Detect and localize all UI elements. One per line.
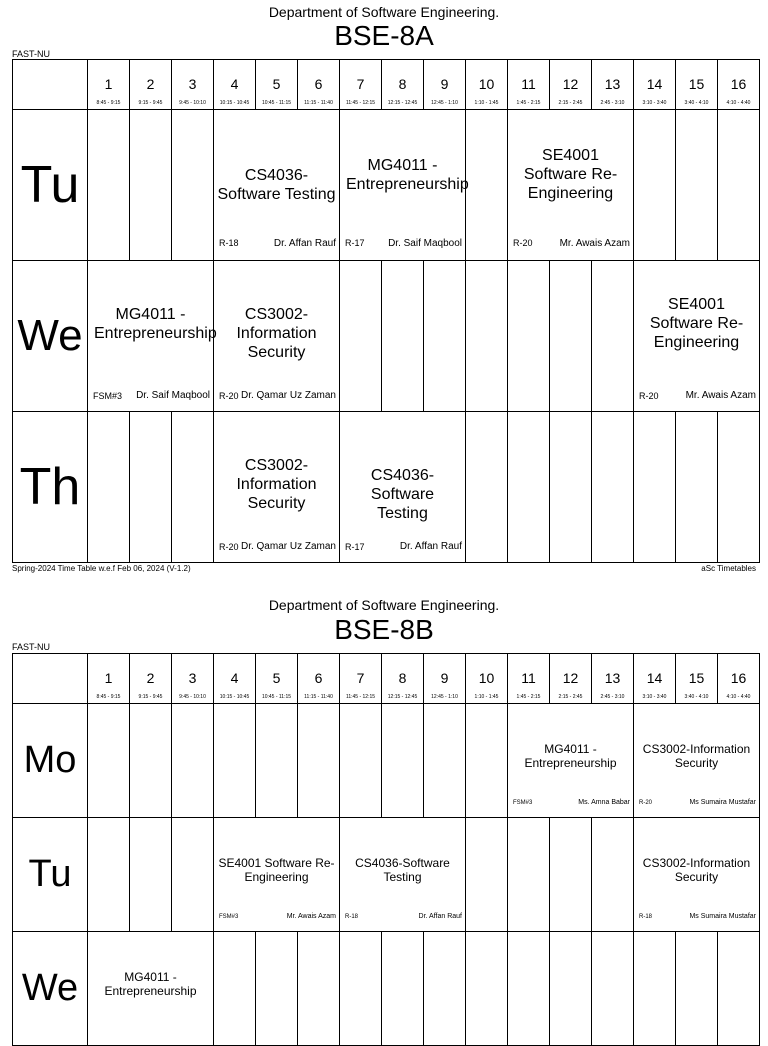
lesson-room: R-18 [345, 914, 359, 920]
lesson-room: R-20 [639, 800, 653, 806]
lesson-card[interactable] [508, 704, 634, 818]
period-header: 12 2:15 - 2:45 [550, 60, 592, 110]
period-header: 5 10:45 - 11:15 [256, 654, 298, 704]
empty-slot [466, 412, 508, 563]
period-header-row [13, 60, 760, 110]
lesson-card[interactable] [340, 818, 466, 932]
lesson-room: FSM#3 [513, 800, 533, 806]
period-header-row [13, 654, 760, 704]
empty-slot [550, 261, 592, 412]
empty-slot [592, 818, 634, 932]
period-header: 13 2:45 - 3:10 [592, 654, 634, 704]
day-row-th [13, 412, 760, 563]
empty-slot [214, 704, 256, 818]
day-label: Th [13, 412, 88, 563]
period-header: 5 10:45 - 11:15 [256, 60, 298, 110]
lesson-teacher: Mr. Awais Azam [286, 913, 336, 920]
lesson-subject: SE4001 Software Re-Engineering [218, 856, 335, 885]
footer-version: Spring-2024 Time Table w.e.f Feb 06, 2024 (V-1.2) [12, 564, 191, 573]
empty-slot [382, 932, 424, 1046]
lesson-card[interactable] [634, 261, 760, 412]
lesson-subject: MG4011 - Entrepreneurship [346, 157, 469, 194]
empty-slot [466, 261, 508, 412]
empty-slot [676, 932, 718, 1046]
corner-cell [13, 654, 88, 704]
day-row-mo [13, 704, 760, 818]
period-header: 10 1:10 - 1:45 [466, 654, 508, 704]
empty-slot [550, 932, 592, 1046]
empty-slot [508, 932, 550, 1046]
lesson-teacher: Dr. Affan Rauf [418, 913, 462, 920]
period-header: 9 12:45 - 1:10 [424, 654, 466, 704]
lesson-teacher: Mr. Awais Azam [685, 390, 756, 401]
day-row-tu [13, 110, 760, 261]
department-heading-a: Department of Software Engineering. [268, 4, 500, 20]
empty-slot [424, 704, 466, 818]
period-header: 12 2:15 - 2:45 [550, 654, 592, 704]
day-row-tu [13, 818, 760, 932]
class-title-b: BSE-8B [334, 614, 434, 645]
lesson-teacher: Dr. Saif Maqbool [136, 390, 210, 401]
period-header: 8 12:15 - 12:45 [382, 654, 424, 704]
empty-slot [634, 932, 676, 1046]
period-header: 6 11:15 - 11:40 [298, 654, 340, 704]
empty-slot [256, 932, 298, 1046]
empty-slot [88, 110, 130, 261]
empty-slot [340, 932, 382, 1046]
empty-slot [88, 704, 130, 818]
period-header: 15 3:40 - 4:10 [676, 60, 718, 110]
day-row-we [13, 261, 760, 412]
lesson-room: R-20 [513, 238, 533, 248]
lesson-card[interactable] [508, 110, 634, 261]
empty-slot [466, 704, 508, 818]
day-label: We [13, 261, 88, 412]
lesson-subject: SE4001 Software Re-Engineering [523, 147, 618, 203]
lesson-card[interactable] [88, 932, 214, 1046]
lesson-card[interactable] [214, 261, 340, 412]
empty-slot [298, 704, 340, 818]
empty-slot [718, 110, 760, 261]
lesson-subject: CS4036-Software Testing [217, 167, 336, 204]
empty-slot [382, 704, 424, 818]
period-header: 14 3:10 - 3:40 [634, 654, 676, 704]
day-row-we [13, 932, 760, 1046]
lesson-teacher: Dr. Affan Rauf [273, 238, 336, 249]
empty-slot [592, 261, 634, 412]
empty-slot [424, 261, 466, 412]
period-header: 1 8:45 - 9:15 [88, 60, 130, 110]
day-label: Mo [13, 704, 88, 818]
empty-slot [340, 704, 382, 818]
empty-slot [340, 261, 382, 412]
period-header: 16 4:10 - 4:40 [718, 60, 760, 110]
period-header: 3 9:45 - 10:10 [172, 654, 214, 704]
empty-slot [130, 704, 172, 818]
period-header: 2 9:15 - 9:45 [130, 654, 172, 704]
class-title-a: BSE-8A [334, 20, 434, 51]
empty-slot [172, 110, 214, 261]
empty-slot [718, 412, 760, 563]
lesson-room: FSM#3 [93, 391, 123, 401]
empty-slot [424, 932, 466, 1046]
org-label-b: FAST-NU [12, 642, 51, 652]
period-header: 3 9:45 - 10:10 [172, 60, 214, 110]
lesson-teacher: Dr. Qamar Uz Zaman [240, 390, 336, 401]
period-header: 16 4:10 - 4:40 [718, 654, 760, 704]
footer-credit: aSc Timetables [701, 564, 756, 573]
lesson-subject: CS3002-Information Security [642, 742, 751, 771]
period-header: 9 12:45 - 1:10 [424, 60, 466, 110]
lesson-teacher: Dr. Qamar Uz Zaman [240, 541, 336, 552]
period-header: 10 1:10 - 1:45 [466, 60, 508, 110]
empty-slot [508, 818, 550, 932]
lesson-teacher: Ms Sumaira Mustafar [689, 913, 756, 920]
lesson-card[interactable] [214, 818, 340, 932]
lesson-teacher: Ms. Amna Babar [578, 799, 630, 806]
org-label-a: FAST-NU [12, 49, 51, 59]
period-header: 11 1:45 - 2:15 [508, 654, 550, 704]
empty-slot [382, 261, 424, 412]
lesson-card[interactable] [88, 261, 217, 412]
lesson-teacher: Dr. Affan Rauf [399, 541, 462, 552]
empty-slot [466, 110, 508, 261]
lesson-subject: MG4011 - Entrepreneurship [94, 306, 217, 343]
lesson-subject: CS3002-Information Security [642, 856, 751, 885]
corner-cell [13, 60, 88, 110]
period-header: 4 10:15 - 10:45 [214, 654, 256, 704]
lesson-room: R-18 [219, 238, 239, 248]
lesson-card[interactable] [340, 110, 469, 261]
day-label: Tu [13, 110, 88, 261]
empty-slot [550, 412, 592, 563]
lesson-room: R-18 [639, 914, 653, 920]
empty-slot [214, 932, 256, 1046]
lesson-teacher: Dr. Saif Maqbool [388, 238, 462, 249]
period-header: 4 10:15 - 10:45 [214, 60, 256, 110]
lesson-card[interactable] [634, 704, 760, 818]
empty-slot [676, 412, 718, 563]
period-header: 1 8:45 - 9:15 [88, 654, 130, 704]
lesson-room: R-20 [219, 391, 239, 401]
empty-slot [466, 932, 508, 1046]
lesson-subject: CS3002-Information Security [236, 306, 317, 362]
period-header: 13 2:45 - 3:10 [592, 60, 634, 110]
empty-slot [172, 704, 214, 818]
lesson-subject: CS3002-Information Security [236, 457, 317, 513]
timetable-grid-b [12, 653, 760, 1046]
empty-slot [508, 261, 550, 412]
empty-slot [130, 110, 172, 261]
empty-slot [466, 818, 508, 932]
lesson-card[interactable] [214, 412, 340, 563]
lesson-subject: SE4001 Software Re-Engineering [649, 296, 744, 352]
empty-slot [634, 412, 676, 563]
empty-slot [550, 818, 592, 932]
empty-slot [172, 818, 214, 932]
day-label: Tu [13, 818, 88, 932]
period-header: 11 1:45 - 2:15 [508, 60, 550, 110]
empty-slot [676, 110, 718, 261]
lesson-card[interactable] [634, 818, 760, 932]
empty-slot [298, 932, 340, 1046]
lesson-subject: CS4036-Software Testing [355, 856, 450, 885]
lesson-room: R-20 [639, 391, 659, 401]
lesson-subject: MG4011 - Entrepreneurship [104, 970, 197, 999]
empty-slot [88, 412, 130, 563]
lesson-subject: CS4036-Software Testing [370, 467, 435, 523]
lesson-room: R-17 [345, 542, 365, 552]
empty-slot [592, 412, 634, 563]
empty-slot [718, 932, 760, 1046]
empty-slot [592, 932, 634, 1046]
empty-slot [634, 110, 676, 261]
empty-slot [130, 818, 172, 932]
lesson-room: FSM#3 [219, 914, 239, 920]
period-header: 15 3:40 - 4:10 [676, 654, 718, 704]
day-label: We [13, 932, 88, 1046]
lesson-card[interactable] [340, 412, 466, 563]
lesson-subject: MG4011 - Entrepreneurship [524, 742, 617, 771]
period-header: 6 11:15 - 11:40 [298, 60, 340, 110]
lesson-teacher: Mr. Awais Azam [559, 238, 630, 249]
period-header: 14 3:10 - 3:40 [634, 60, 676, 110]
lesson-card[interactable] [214, 110, 340, 261]
timetable-grid-a [12, 59, 760, 563]
empty-slot [172, 412, 214, 563]
department-heading-b: Department of Software Engineering. [268, 597, 500, 613]
period-header: 7 11:45 - 12:15 [340, 60, 382, 110]
empty-slot [130, 412, 172, 563]
lesson-room: R-17 [345, 238, 365, 248]
period-header: 8 12:15 - 12:45 [382, 60, 424, 110]
empty-slot [508, 412, 550, 563]
empty-slot [88, 818, 130, 932]
period-header: 7 11:45 - 12:15 [340, 654, 382, 704]
lesson-teacher: Ms Sumaira Mustafar [689, 799, 756, 806]
lesson-room: R-20 [219, 542, 239, 552]
period-header: 2 9:15 - 9:45 [130, 60, 172, 110]
empty-slot [256, 704, 298, 818]
